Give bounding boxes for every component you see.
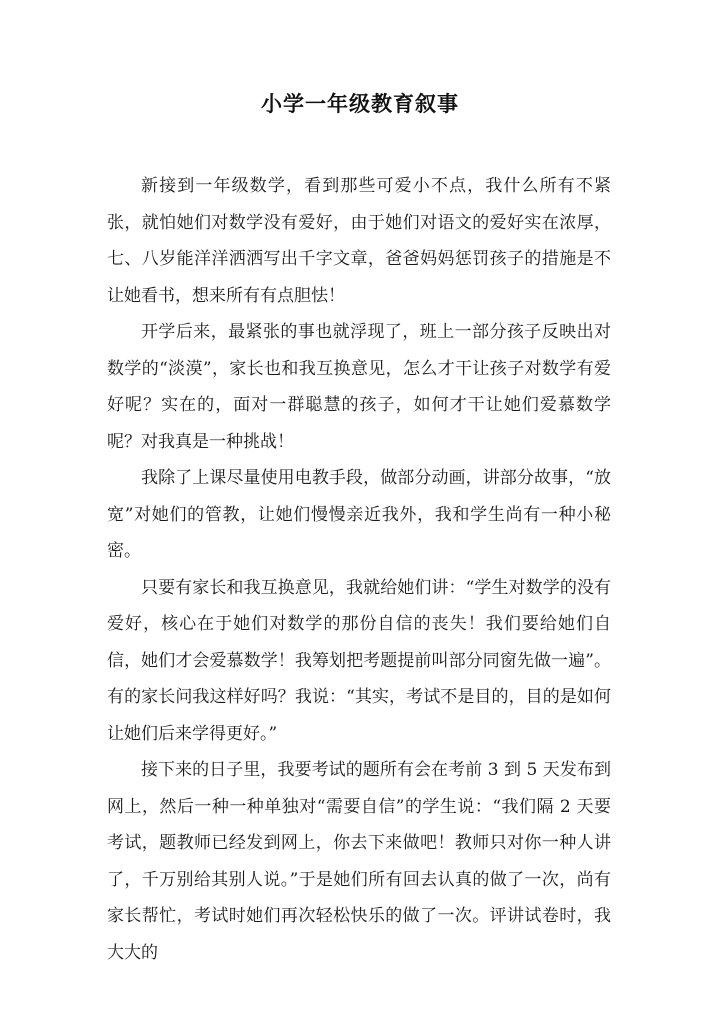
- paragraph: 接下来的日子里，我要考试的题所有会在考前 3 到 5 天发布到网上，然后一种一种单独对“需要自信”的学生说：“我们隔 2 天要考试，题教师已经发到网上，你去下来做吧！教师只对你一种人讲了，千万别给其别人说。”于是她们所有回去认真的做了一次，尚有家长帮忙，考试时她们再次轻松快乐的做了一次。评讲试卷时，我大大的: [107, 760, 611, 963]
- paragraph: 开学后来，最紧张的事也就浮现了，班上一部分孩子反映出对数学的“淡漠”，家长也和我互换意见，怎么才干让孩子对数学有爱好呢？实在的，面对一群聪慧的孩子，如何才干让她们爱慕数学呢？对我真是一种挑战！: [107, 322, 611, 452]
- document-title: 小学一年级教育叙事: [261, 91, 459, 116]
- paragraph: 新接到一年级数学，看到那些可爱小不点，我什么所有不紧张，就怕她们对数学没有爱好，由于她们对语文的爱好实在浓厚，七、八岁能洋洋洒洒写出千字文章，爸爸妈妈惩罚孩子的措施是不让她看书，想来所有有点胆怯！: [107, 176, 611, 306]
- paragraph: 我除了上课尽量使用电教手段，做部分动画，讲部分故事，“放宽”对她们的管教，让她们慢慢亲近我外，我和学生尚有一种小秘密。: [107, 468, 611, 561]
- document-body: [107, 168, 611, 971]
- paragraph: 只要有家长和我互换意见，我就给她们讲：“学生对数学的没有爱好，核心在于她们对数学的那份自信的丧失！我们要给她们自信，她们才会爱慕数学！我筹划把考题提前叫部分同窗先做一遍”。有的家长问我这样好吗？我说：“其实，考试不是目的，目的是如何让她们后来学得更好。”: [107, 577, 611, 744]
